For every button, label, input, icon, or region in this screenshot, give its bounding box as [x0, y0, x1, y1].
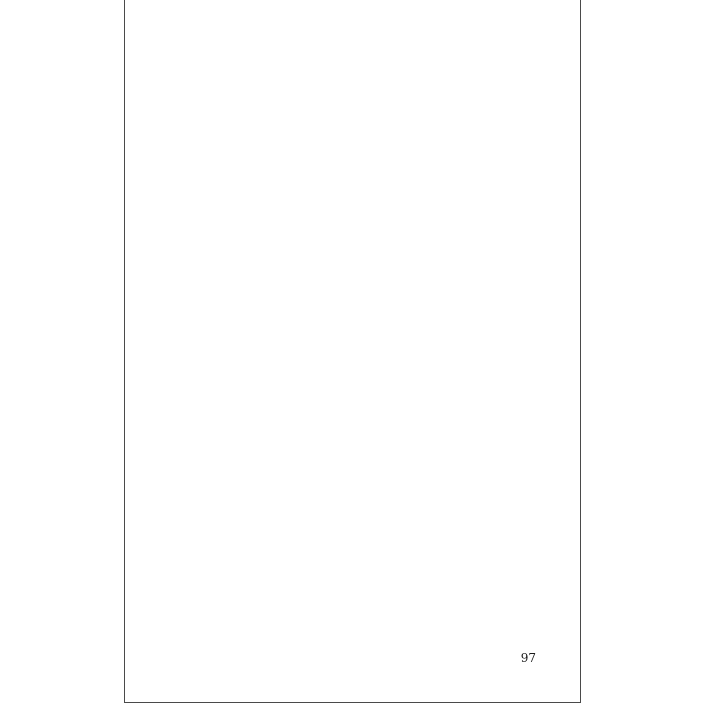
- text-line: [187, 324, 545, 350]
- text-line: [187, 350, 545, 376]
- text-line: [187, 88, 545, 114]
- text-line: [187, 167, 545, 193]
- text-line: [187, 193, 545, 219]
- text-line: [187, 376, 545, 402]
- text-line: [187, 560, 545, 586]
- text-line: [187, 298, 545, 324]
- text-line: [187, 402, 545, 428]
- text-line: [187, 481, 545, 507]
- text-line: [187, 245, 545, 271]
- text-line: [187, 114, 545, 140]
- text-line: [187, 455, 545, 481]
- text-line: [187, 272, 545, 298]
- text-line: [187, 507, 545, 533]
- text-line: [187, 141, 545, 167]
- text-line: [187, 429, 545, 455]
- text-line: [187, 586, 545, 612]
- text-line: [187, 62, 545, 88]
- text-line: [187, 612, 545, 638]
- body-text: [187, 62, 545, 638]
- text-line: [187, 533, 545, 559]
- page-number: 97: [520, 651, 536, 665]
- text-line: [187, 219, 545, 245]
